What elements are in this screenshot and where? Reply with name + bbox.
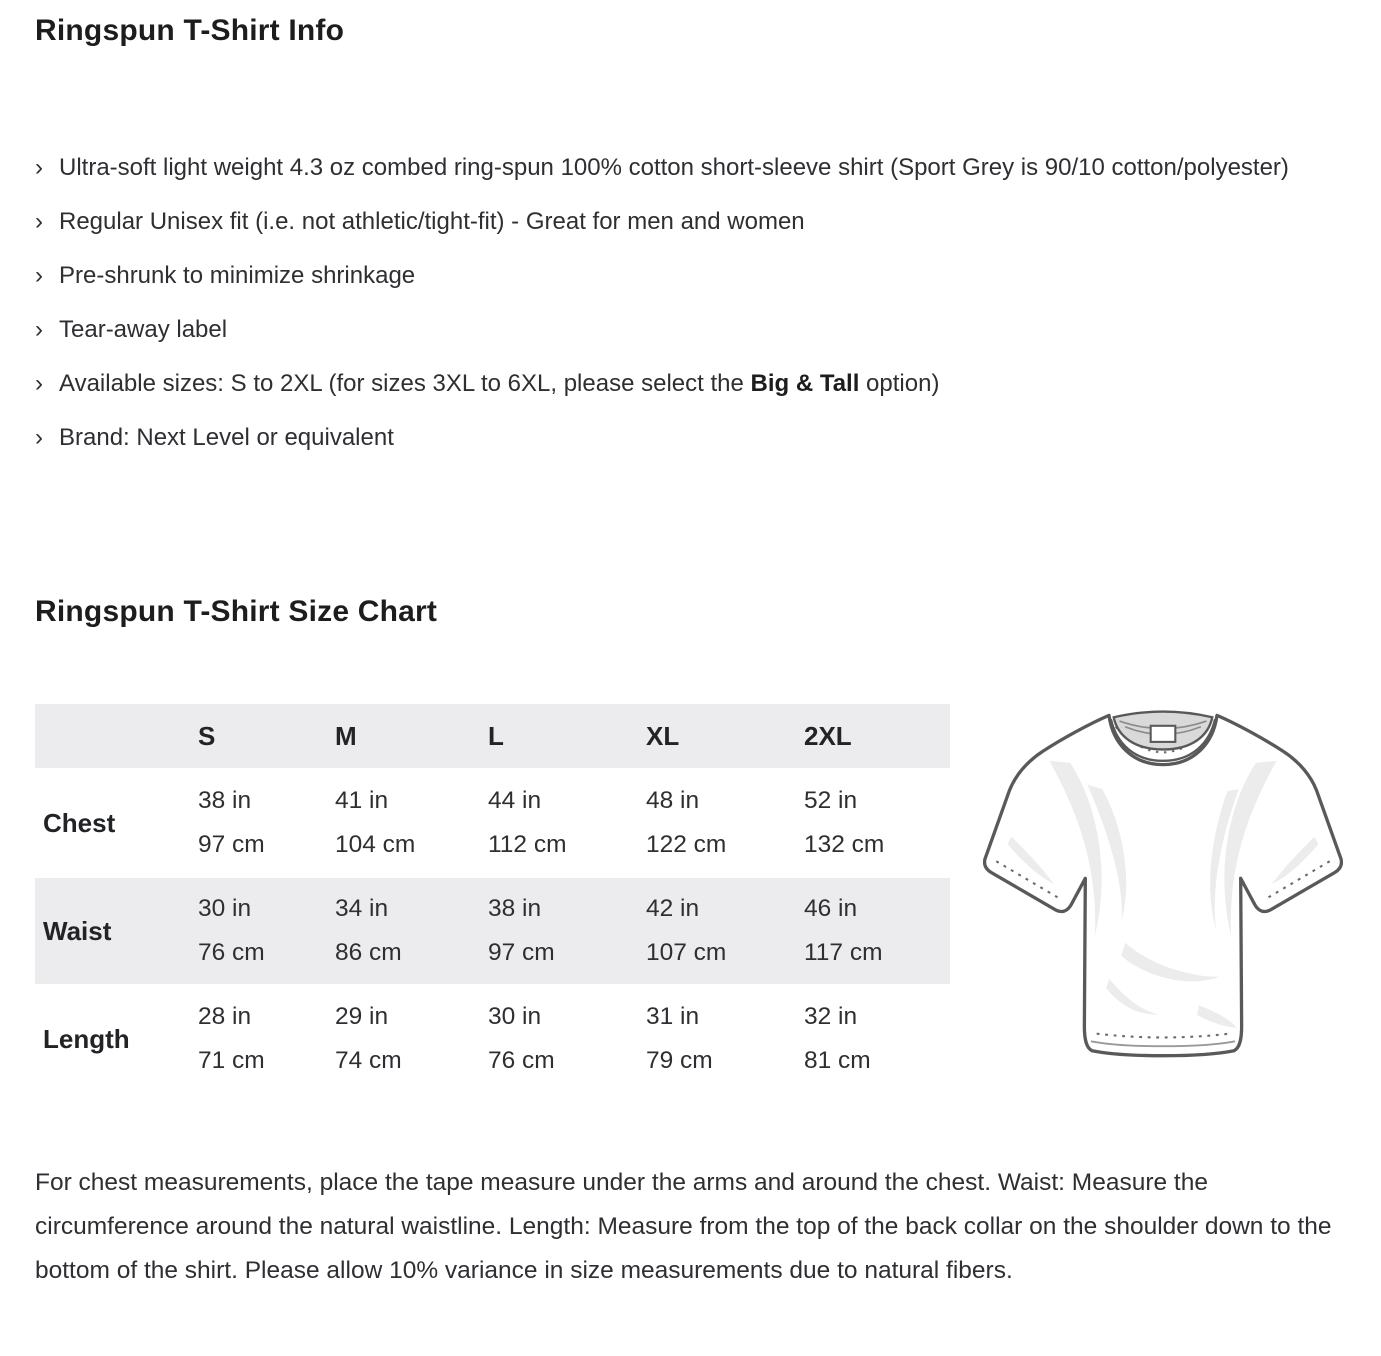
cell (638, 878, 796, 984)
column-header-2xl: 2XL (804, 720, 852, 751)
value-inches: 34 in (335, 895, 389, 922)
column-header-m: M (335, 720, 357, 751)
list-item (35, 146, 1335, 189)
bullet-arrow-icon: › (35, 316, 43, 343)
cell (480, 878, 638, 984)
value-inches: 48 in (646, 787, 700, 814)
value-cm: 107 cm (646, 939, 727, 966)
feature-list (35, 146, 1335, 470)
value-inches: 29 in (335, 1003, 389, 1030)
value-inches: 31 in (646, 1003, 700, 1030)
cell (796, 878, 950, 984)
cell (190, 878, 327, 984)
value-cm: 97 cm (488, 939, 555, 966)
value-inches: 41 in (335, 787, 389, 814)
value-cm: 71 cm (198, 1047, 265, 1074)
value-cm: 117 cm (804, 939, 883, 966)
feature-text: Ultra-soft light weight 4.3 oz combed ring-spun 100% cotton short-sleeve shirt (Sport Grey is 90/10 cotton/polyester) (59, 154, 1289, 181)
value-cm: 76 cm (198, 939, 265, 966)
table-row-chest (35, 768, 950, 878)
cell (190, 768, 327, 878)
list-item (35, 200, 1335, 243)
list-item (35, 416, 1335, 459)
value-inches: 30 in (198, 895, 252, 922)
corner-cell (35, 704, 190, 768)
value-inches: 44 in (488, 787, 542, 814)
cell (190, 984, 327, 1094)
table-row-waist (35, 878, 950, 984)
feature-text: Tear-away label (59, 316, 228, 343)
value-inches: 28 in (198, 1003, 252, 1030)
tshirt-illustration (983, 692, 1343, 1076)
column-header-xl: XL (646, 720, 680, 751)
value-inches: 46 in (804, 895, 858, 922)
tshirt-body-outline (985, 715, 1342, 1055)
value-cm: 97 cm (198, 831, 265, 858)
value-inches: 38 in (488, 895, 542, 922)
feature-text: Regular Unisex fit (i.e. not athletic/tight-fit) - Great for men and women (59, 208, 805, 235)
row-label-waist: Waist (43, 915, 112, 946)
table-header-row (35, 704, 950, 768)
bullet-arrow-icon: › (35, 424, 43, 451)
cell (480, 984, 638, 1094)
cell (796, 984, 950, 1094)
bullet-arrow-icon: › (35, 154, 43, 181)
feature-text: Pre-shrunk to minimize shrinkage (59, 262, 416, 289)
value-cm: 86 cm (335, 939, 402, 966)
value-inches: 30 in (488, 1003, 542, 1030)
feature-text: Available sizes: S to 2XL (for sizes 3XL to 6XL, please select the (59, 370, 751, 397)
cell (327, 768, 480, 878)
list-item (35, 254, 1335, 297)
value-cm: 112 cm (488, 831, 567, 858)
value-cm: 74 cm (335, 1047, 402, 1074)
cell (638, 768, 796, 878)
value-cm: 104 cm (335, 831, 416, 858)
size-chart-title: Ringspun T-Shirt Size Chart (35, 595, 438, 628)
value-cm: 76 cm (488, 1047, 555, 1074)
cell (796, 768, 950, 878)
list-item (35, 308, 1335, 351)
value-cm: 132 cm (804, 831, 885, 858)
size-chart-table (35, 704, 950, 1094)
value-inches: 52 in (804, 787, 858, 814)
bullet-arrow-icon: › (35, 370, 43, 397)
measurement-note: For chest measurements, place the tape measure under the arms and around the chest. Waist: Measure the circumference around the natural waistline. Length: Measure from the top of the back collar on the shoulder down to the bottom of the shirt. Please allow 10% variance in size measurements due to natural fibers. (35, 1169, 1332, 1284)
neck-label (1151, 726, 1176, 742)
row-label-length: Length (43, 1023, 130, 1054)
page-title: Ringspun T-Shirt Info (35, 14, 345, 47)
value-cm: 81 cm (804, 1047, 871, 1074)
value-cm: 122 cm (646, 831, 727, 858)
list-item (35, 362, 1335, 405)
table-row-length (35, 984, 950, 1094)
column-header-s: S (198, 720, 216, 751)
value-inches: 42 in (646, 895, 700, 922)
value-inches: 38 in (198, 787, 252, 814)
cell (327, 984, 480, 1094)
cell (327, 878, 480, 984)
bullet-arrow-icon: › (35, 262, 43, 289)
feature-text-bold: Big & Tall (750, 370, 860, 397)
value-inches: 32 in (804, 1003, 858, 1030)
value-cm: 79 cm (646, 1047, 713, 1074)
cell (638, 984, 796, 1094)
column-header-l: L (488, 720, 504, 751)
bullet-arrow-icon: › (35, 208, 43, 235)
feature-text: Brand: Next Level or equivalent (59, 424, 394, 451)
row-label-chest: Chest (43, 807, 116, 838)
cell (480, 768, 638, 878)
feature-text: option) (859, 370, 940, 397)
